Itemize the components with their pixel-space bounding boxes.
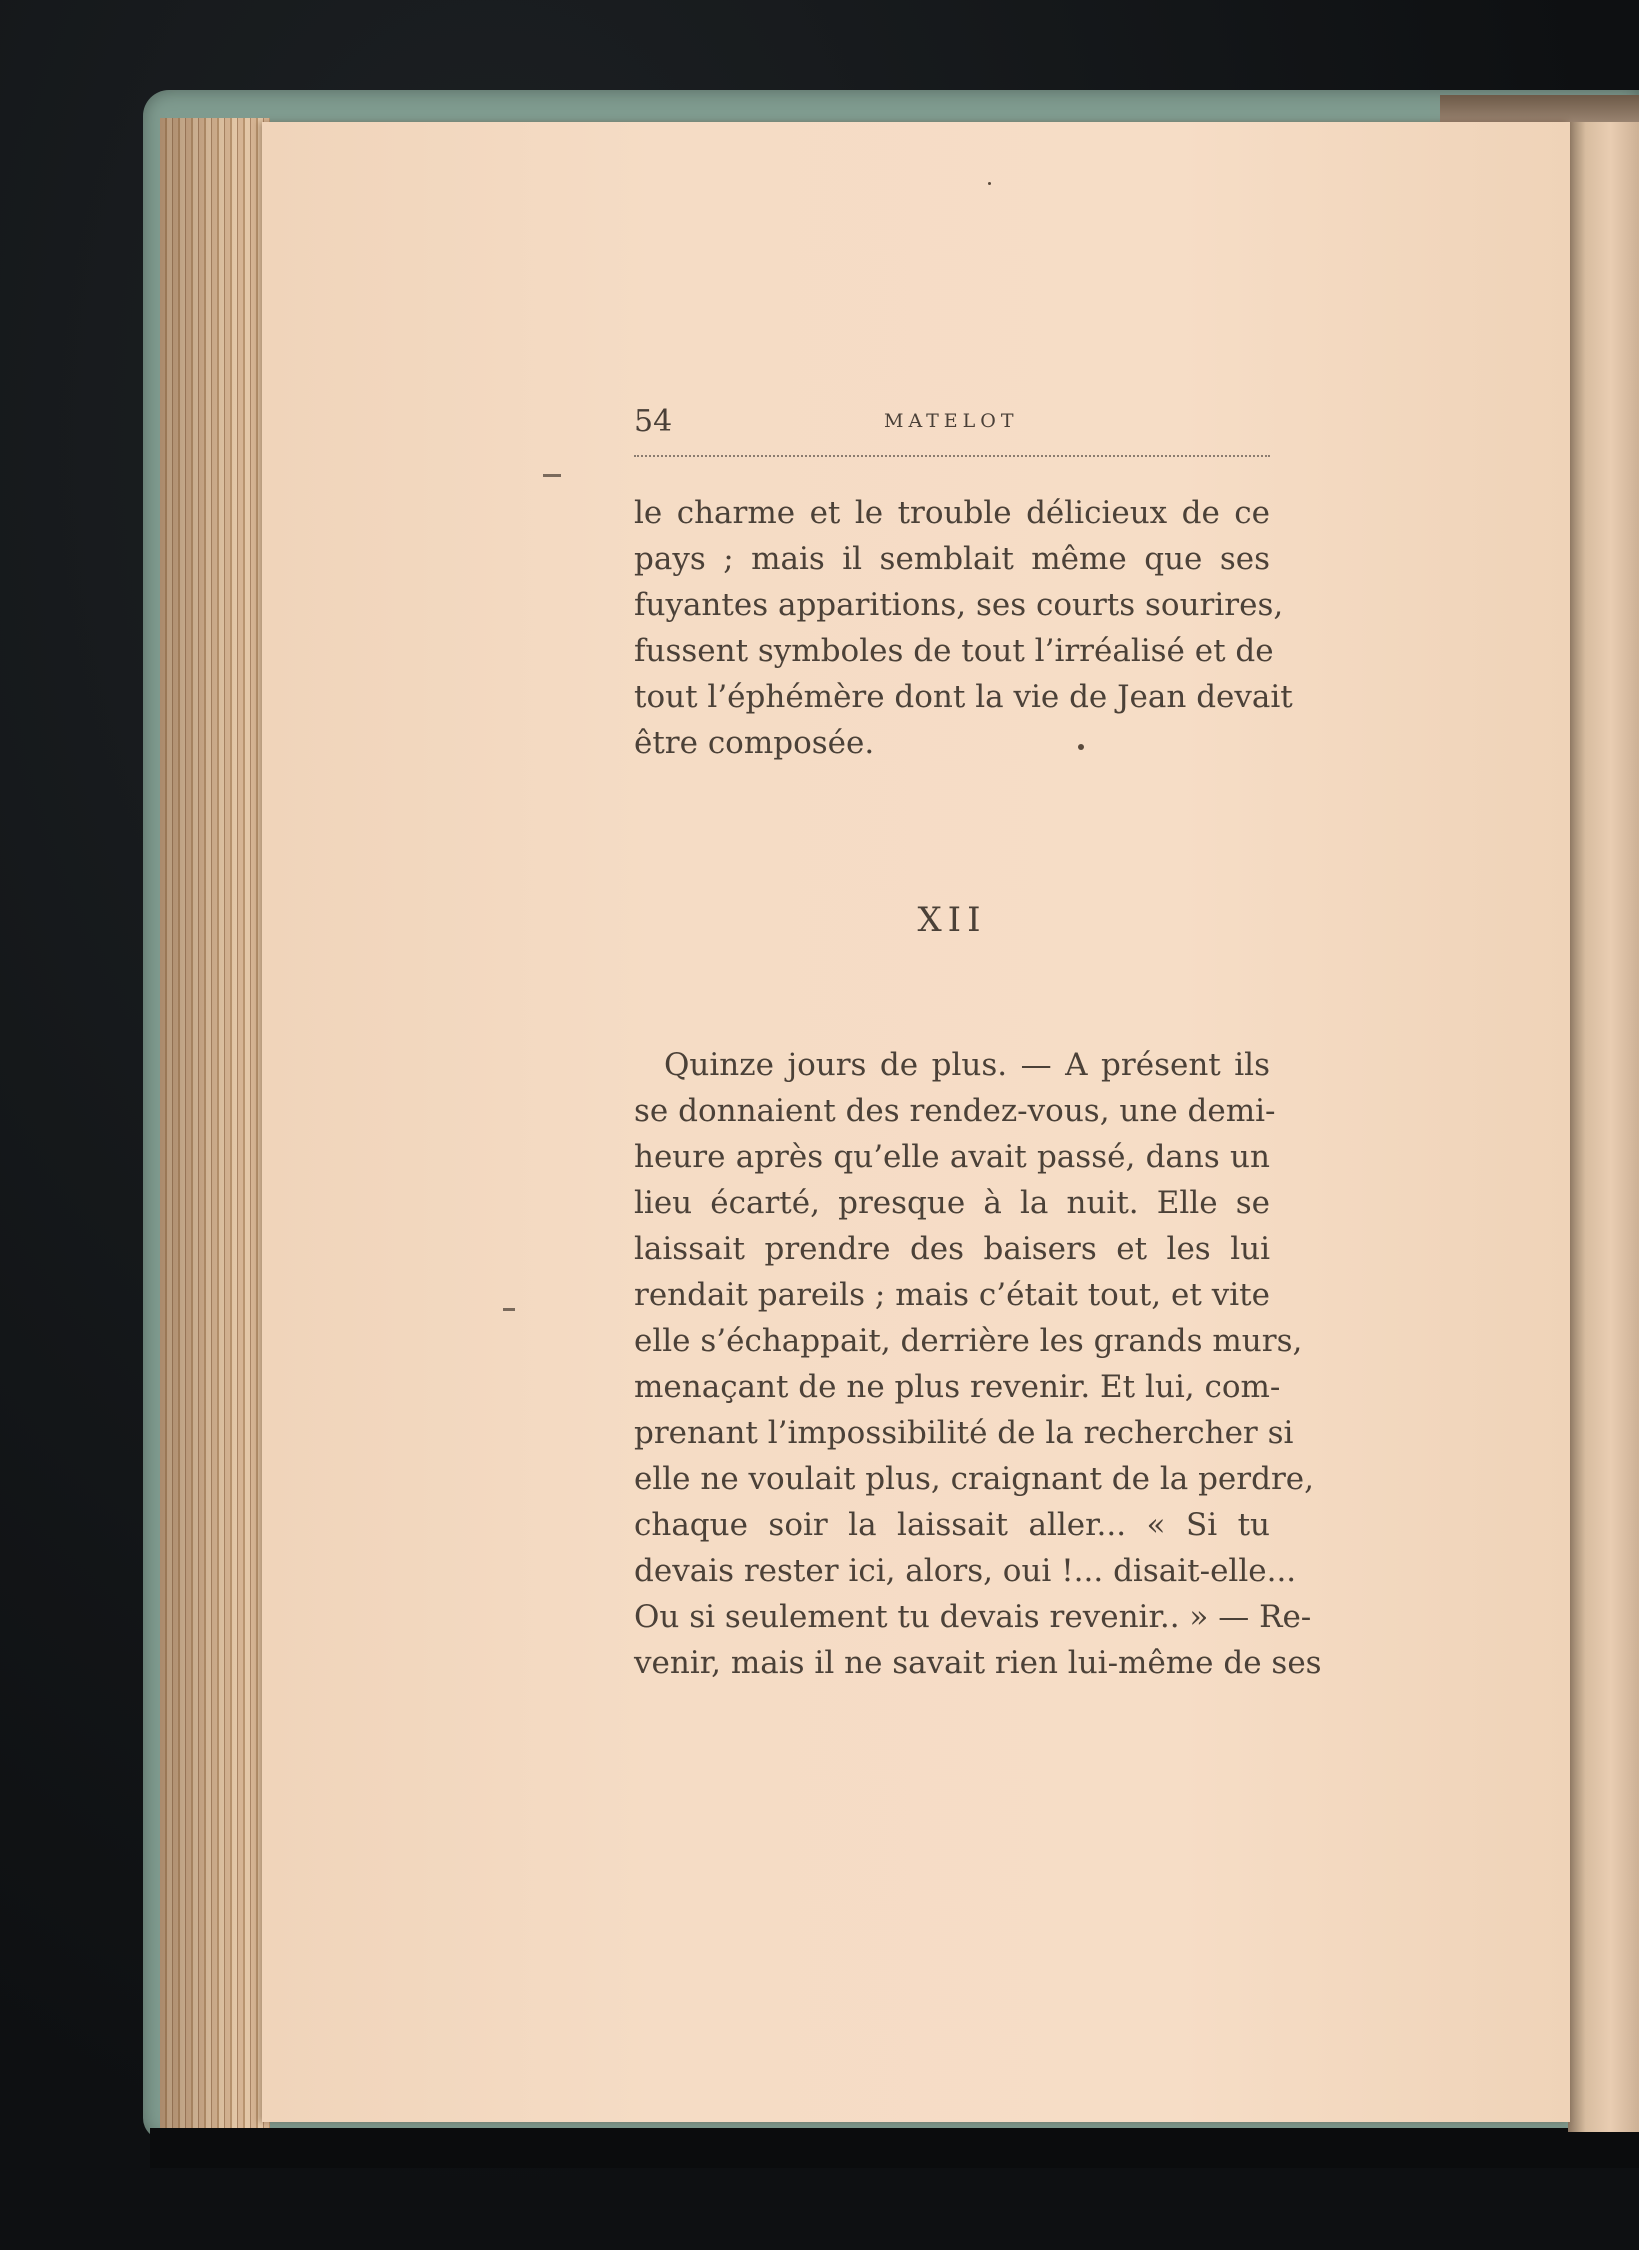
facing-page-gutter <box>1568 122 1639 2132</box>
text-line: le charme et le trouble délicieux de ce <box>634 495 1270 531</box>
page-number: 54 <box>634 404 673 439</box>
text-line: venir, mais il ne savait rien lui-même de ses <box>634 1645 1322 1681</box>
page-edges-shading <box>160 118 270 2128</box>
text-line: elle s’échappait, derrière les grands murs, <box>634 1323 1303 1359</box>
text-line: fuyantes apparitions, ses courts sourires, <box>634 587 1284 623</box>
book-spine-edge <box>1440 95 1639 123</box>
cover-bottom-shadow <box>150 2128 1639 2168</box>
running-title: MATELOT <box>884 410 1019 432</box>
margin-mark <box>503 1308 515 1311</box>
text-line: heure après qu’elle avait passé, dans un <box>634 1139 1270 1175</box>
text-line: fussent symboles de tout l’irréalisé et de <box>634 633 1274 669</box>
text-line: menaçant de ne plus revenir. Et lui, com- <box>634 1369 1281 1405</box>
text-line: se donnaient des rendez-vous, une demi- <box>634 1093 1276 1129</box>
text-line: Ou si seulement tu devais revenir.. » — Re- <box>634 1599 1312 1635</box>
text-line: pays ; mais il semblait même que ses <box>634 541 1270 577</box>
page-header <box>634 398 1270 454</box>
text-line: prenant l’impossibilité de la rechercher si <box>634 1415 1294 1451</box>
text-line: être composée. <box>634 725 875 761</box>
text-line: tout l’éphémère dont la vie de Jean devait <box>634 679 1293 715</box>
text-line: devais rester ici, alors, oui !... disait-elle... <box>634 1553 1297 1589</box>
paper-speck <box>1078 744 1084 750</box>
margin-mark <box>543 474 561 477</box>
header-dotted-rule <box>634 455 1270 457</box>
chapter-paragraph <box>634 1042 1322 1686</box>
text-line: Quinze jours de plus. — A présent ils <box>664 1047 1270 1083</box>
paragraph-continued <box>634 490 1293 766</box>
text-line: chaque soir la laissait aller... « Si tu <box>634 1507 1270 1543</box>
text-line: elle ne voulait plus, craignant de la perdre, <box>634 1461 1314 1497</box>
text-line: rendait pareils ; mais c’était tout, et vite <box>634 1277 1270 1313</box>
chapter-heading: XII <box>917 900 987 940</box>
paper-speck <box>988 182 991 185</box>
text-line: laissait prendre des baisers et les lui <box>634 1231 1270 1267</box>
text-line: lieu écarté, presque à la nuit. Elle se <box>634 1185 1270 1221</box>
